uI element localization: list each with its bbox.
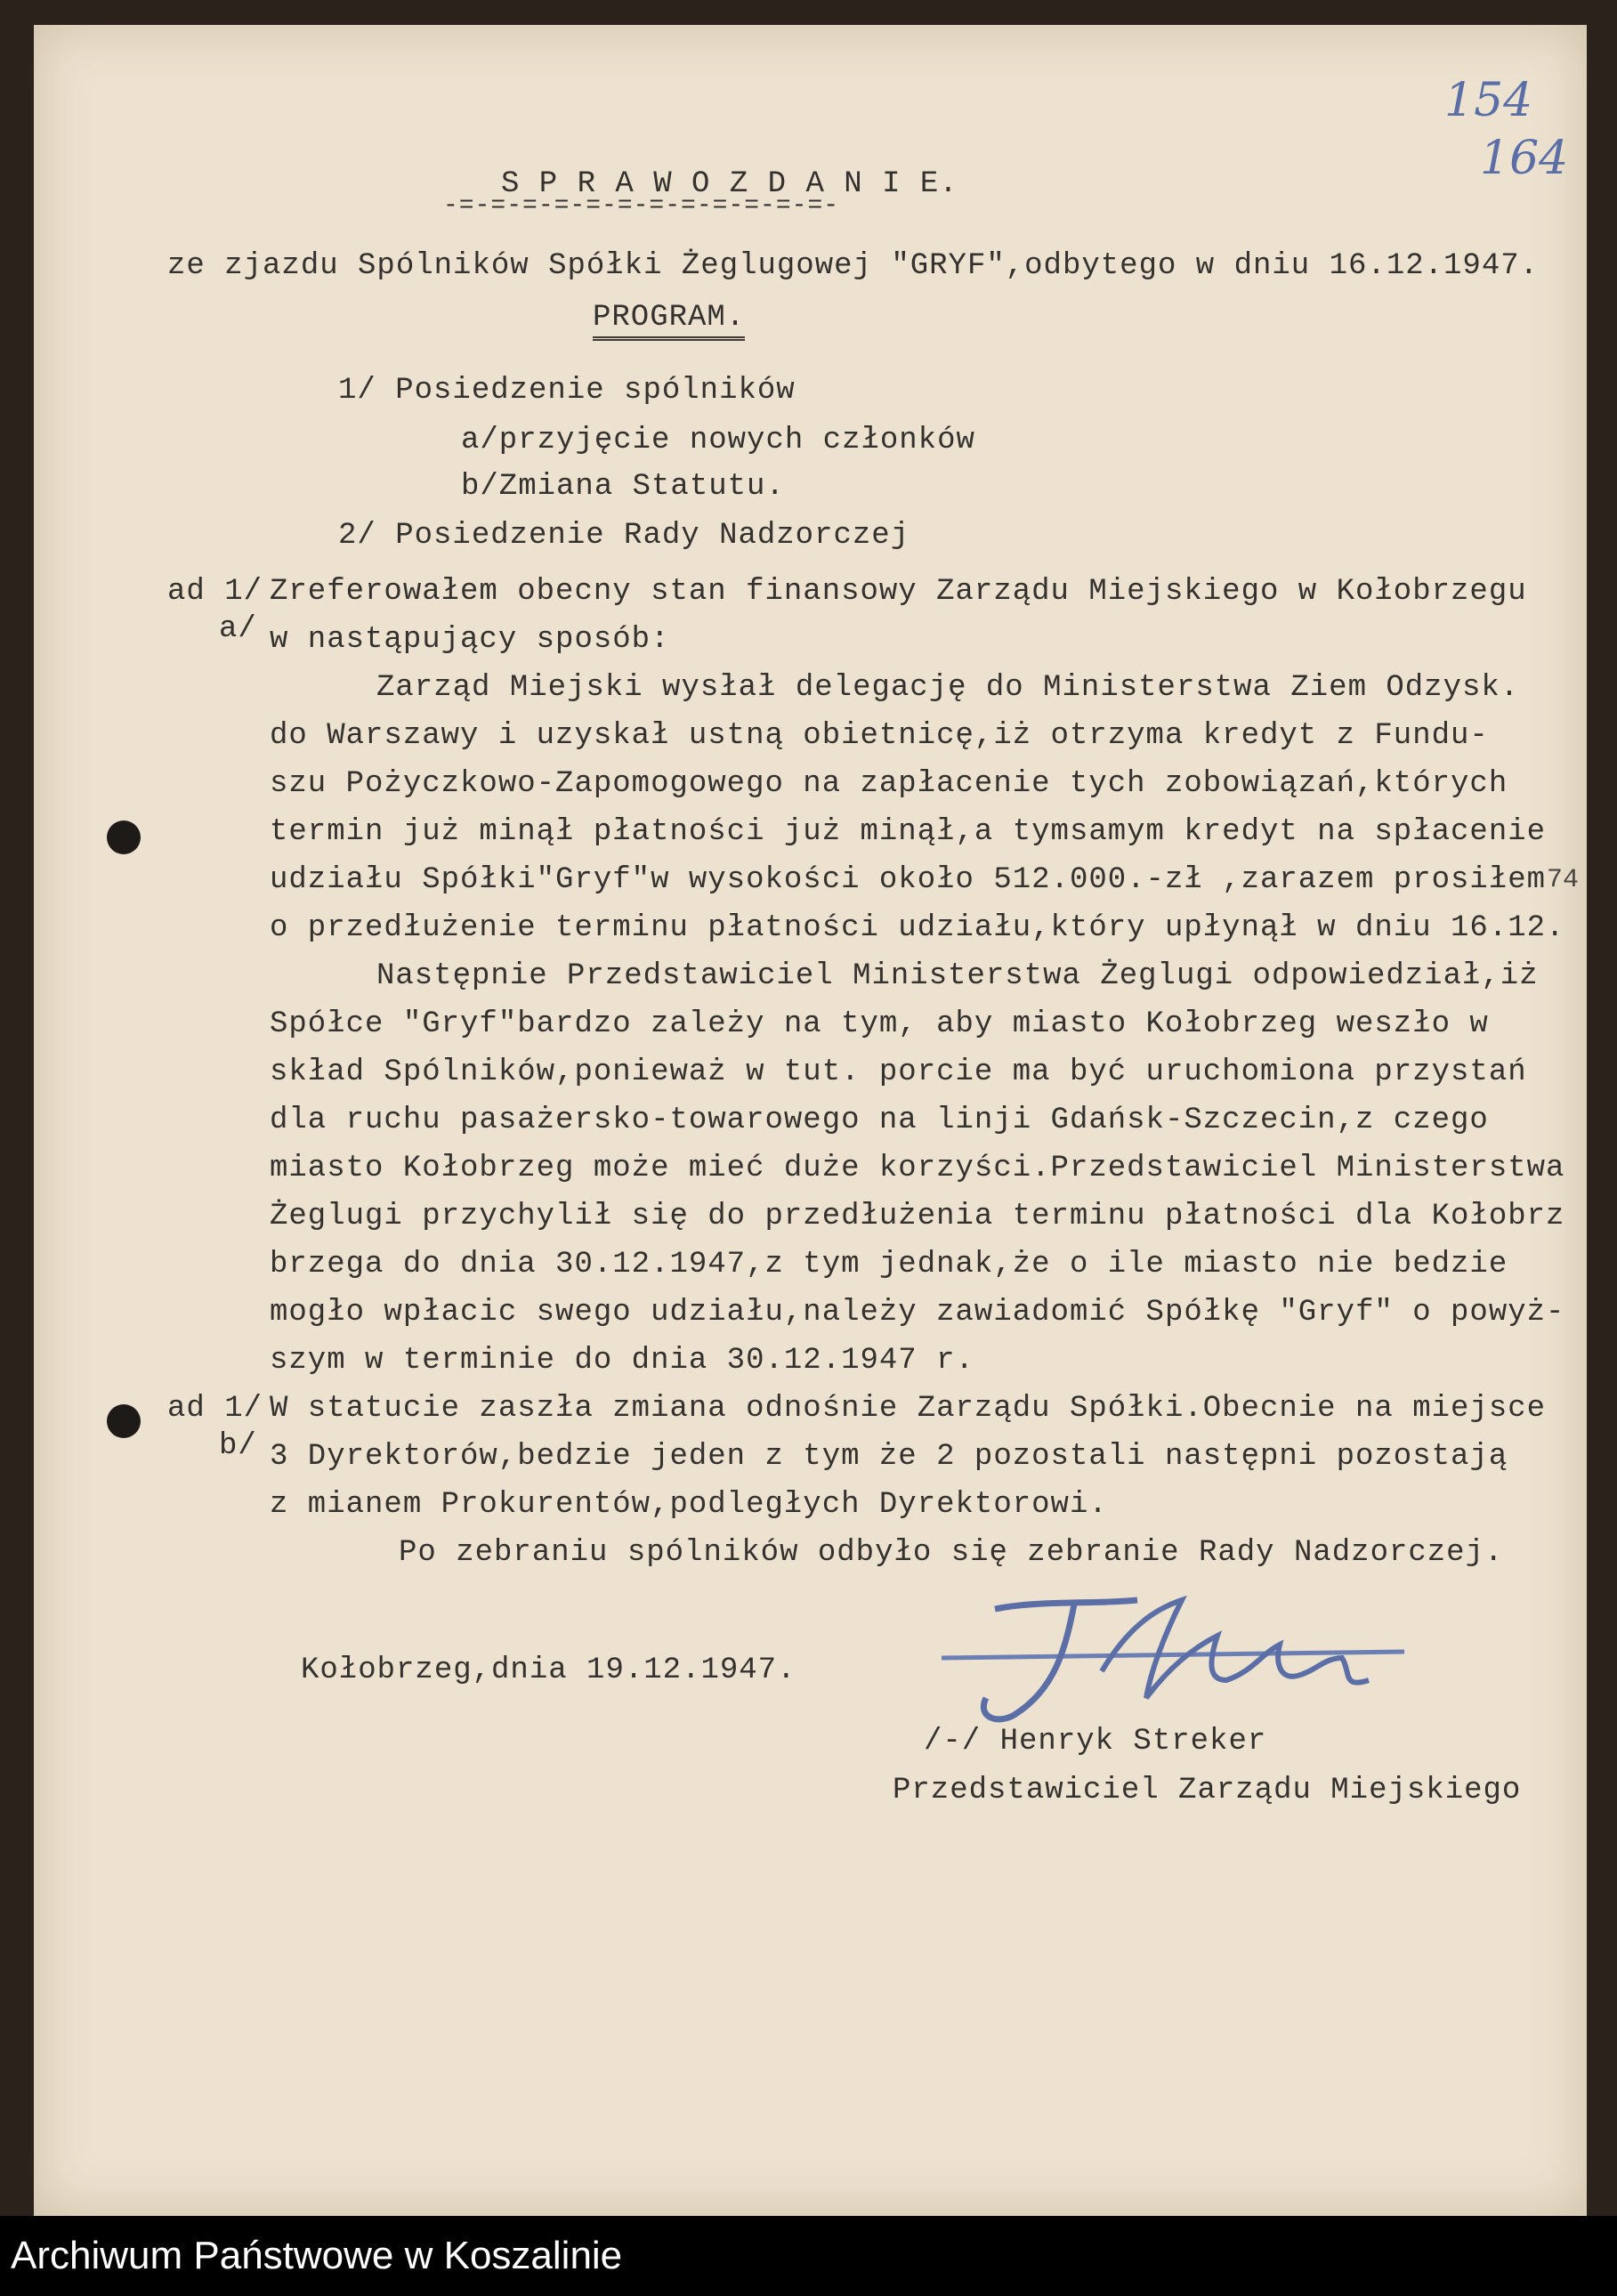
body-line: W statucie zaszła zmiana odnośnie Zarządu Spółki.Obecnie na miejsce — [270, 1392, 1547, 1426]
signer-name: /-/ Henryk Streker — [924, 1725, 1267, 1758]
archive-name: Archiwum Państwowe w Koszalinie — [11, 2234, 623, 2277]
body-line: termin już minął płatności już minął,a tymsamym kredyt na spłacenie — [270, 815, 1547, 849]
body-line: Żeglugi przychylił się do przedłużenia terminu płatności dla Kołobrz — [270, 1200, 1565, 1233]
body-line: do Warszawy i uzyskał ustną obietnicę,iż otrzyma kredyt z Fundu- — [270, 719, 1489, 753]
body-line: Zreferowałem obecny stan finansowy Zarządu Miejskiego w Kołobrzegu — [270, 575, 1527, 609]
body-line: Po zebraniu spólników odbyło się zebranie Rady Nadzorczej. — [399, 1536, 1504, 1570]
body-line: szu Pożyczkowo-Zapomogowego na zapłacenie tych zobowiązań,których — [270, 767, 1508, 801]
body-line: Spółce "Gryf"bardzo zależy na tym, aby miasto Kołobrzeg weszło w — [270, 1007, 1489, 1041]
body-line: o przedłużenie terminu płatności udziału,który upłynął w dniu 16.12. — [270, 911, 1565, 945]
margin-note: 74 — [1547, 865, 1580, 895]
signer-role: Przedstawiciel Zarządu Miejskiego — [893, 1774, 1522, 1807]
body-line: 3 Dyrektorów,bedzie jeden z tym że 2 pozostali następni pozostają — [270, 1440, 1508, 1474]
section-b-label: ad 1/ — [167, 1392, 263, 1426]
section-a-label: ad 1/ — [167, 575, 263, 609]
document-title: S P R A W O Z D A N I E. — [501, 167, 958, 201]
body-line: udziału Spółki"Gryf"w wysokości około 512.000.-zł ,zarazem prosiłem — [270, 863, 1547, 897]
program-item: a/przyjęcie nowych członków — [461, 424, 975, 457]
punch-hole-top — [107, 821, 141, 854]
body-line: miasto Kołobrzeg może mieć duże korzyści.Przedstawiciel Ministerstwa — [270, 1152, 1565, 1185]
program-heading: PROGRAM. — [593, 301, 745, 341]
body-line: Zarząd Miejski wysłał delegację do Ministerstwa Ziem Odzysk. — [376, 671, 1520, 705]
archive-footer — [0, 2216, 1617, 2296]
body-line: w nastąpujący sposób: — [270, 623, 670, 657]
program-item: b/Zmiana Statutu. — [461, 470, 785, 504]
body-line: Następnie Przedstawiciel Ministerstwa Żeglugi odpowiedział,iż — [376, 959, 1539, 993]
folio-number-bottom: 164 — [1480, 132, 1569, 185]
body-line: mogło wpłacic swego udziału,należy zawiadomić Spółkę "Gryf" o powyż- — [270, 1296, 1565, 1330]
signature-graphic — [924, 1573, 1422, 1734]
body-line: skład Spólników,ponieważ w tut. porcie ma być uruchomiona przystań — [270, 1055, 1527, 1089]
body-line: szym w terminie do dnia 30.12.1947 r. — [270, 1344, 974, 1378]
title-underline: -=-=-=-=-=-=-=-=-=-=-=-=- — [443, 192, 840, 220]
body-line: z mianem Prokurentów,podległych Dyrektorowi. — [270, 1488, 1108, 1522]
section-a-sublabel: a/ — [219, 612, 257, 646]
place-date: Kołobrzeg,dnia 19.12.1947. — [301, 1653, 796, 1687]
body-line: dla ruchu pasażersko-towarowego na linji Gdańsk-Szczecin,z czego — [270, 1104, 1489, 1137]
section-b-sublabel: b/ — [219, 1429, 257, 1463]
body-line: brzega do dnia 30.12.1947,z tym jednak,że o ile miasto nie bedzie — [270, 1248, 1508, 1281]
document-page — [34, 25, 1587, 2216]
program-item: 2/ Posiedzenie Rady Nadzorczej — [338, 519, 910, 553]
document-subtitle: ze zjazdu Spólników Spółki Żeglugowej "GRYF",odbytego w dniu 16.12.1947. — [167, 249, 1540, 283]
punch-hole-bottom — [107, 1404, 141, 1438]
program-item: 1/ Posiedzenie spólników — [338, 374, 796, 408]
folio-number-top: 154 — [1444, 74, 1533, 127]
